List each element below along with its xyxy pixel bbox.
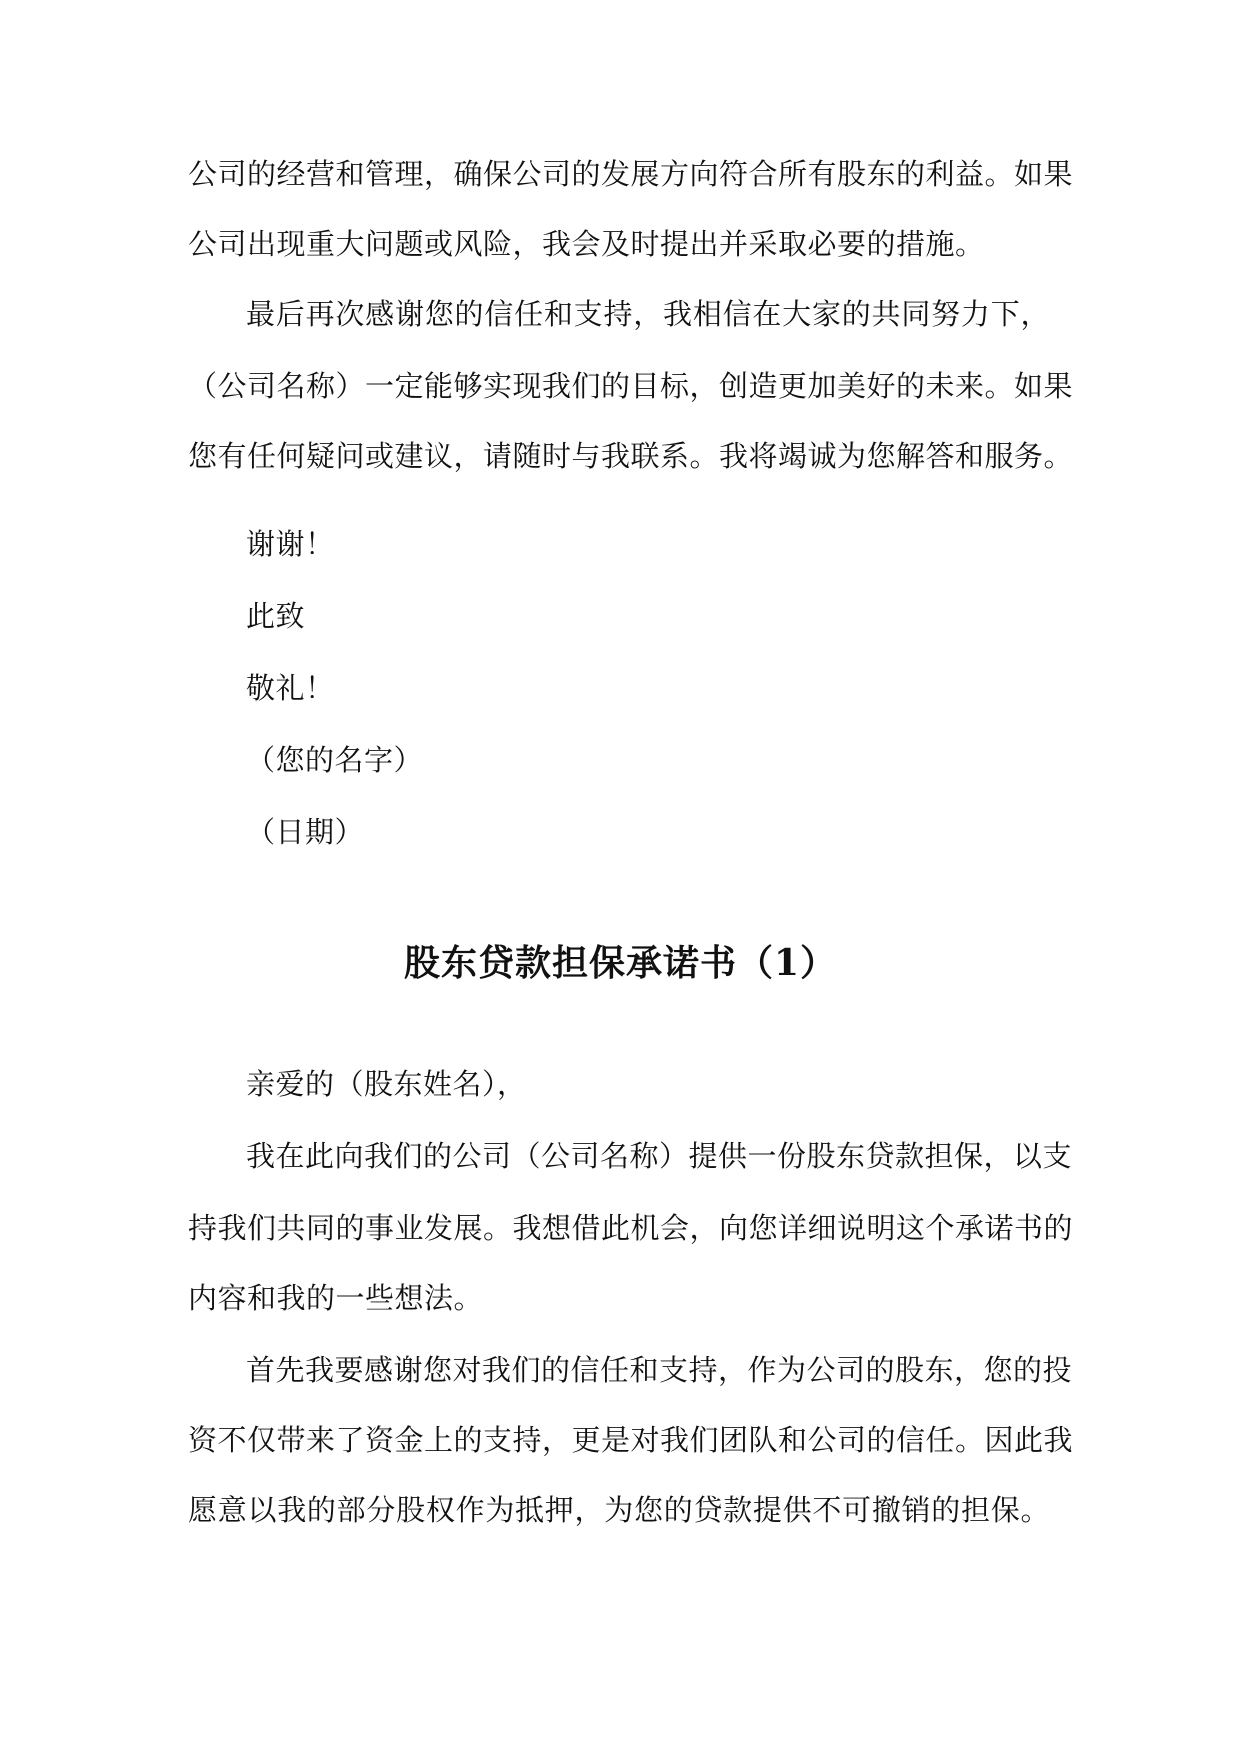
thanks-text: 谢谢！ xyxy=(246,527,335,561)
paragraph-line: 首先我要感谢您对我们的信任和支持，作为公司的股东，您的投 xyxy=(246,1353,1073,1387)
paragraph-line: 内容和我的一些想法。 xyxy=(188,1281,484,1315)
paragraph-line: 资不仅带来了资金上的支持，更是对我们团队和公司的信任。因此我 xyxy=(188,1423,1074,1457)
paragraph-line: 愿意以我的部分股权作为抵押，为您的贷款提供不可撤销的担保。 xyxy=(188,1493,1050,1527)
paragraph-line: 公司出现重大问题或风险，我会及时提出并采取必要的措施。 xyxy=(188,227,985,261)
paragraph-line: 我在此向我们的公司（公司名称）提供一份股东贷款担保，以支 xyxy=(246,1139,1073,1173)
closing-line: 敬礼！ xyxy=(246,671,335,705)
paragraph-line: 最后再次感谢您的信任和支持，我相信在大家的共同努力下， xyxy=(246,297,1050,331)
paragraph-line: 持我们共同的事业发展。我想借此机会，向您详细说明这个承诺书的 xyxy=(188,1211,1074,1245)
signature-name: （您的名字） xyxy=(246,743,424,777)
section-title: 股东贷款担保承诺书（1） xyxy=(403,942,838,984)
paragraph-line: 您有任何疑问或建议，请随时与我联系。我将竭诚为您解答和服务。 xyxy=(188,439,1074,473)
signature-date: （日期） xyxy=(246,815,365,849)
closing-line: 此致 xyxy=(246,599,306,633)
paragraph-line: 公司的经营和管理，确保公司的发展方向符合所有股东的利益。如果 xyxy=(188,157,1074,191)
paragraph-line: （公司名称）一定能够实现我们的目标，创造更加美好的未来。如果 xyxy=(188,369,1074,403)
salutation: 亲爱的（股东姓名）， xyxy=(246,1067,527,1101)
